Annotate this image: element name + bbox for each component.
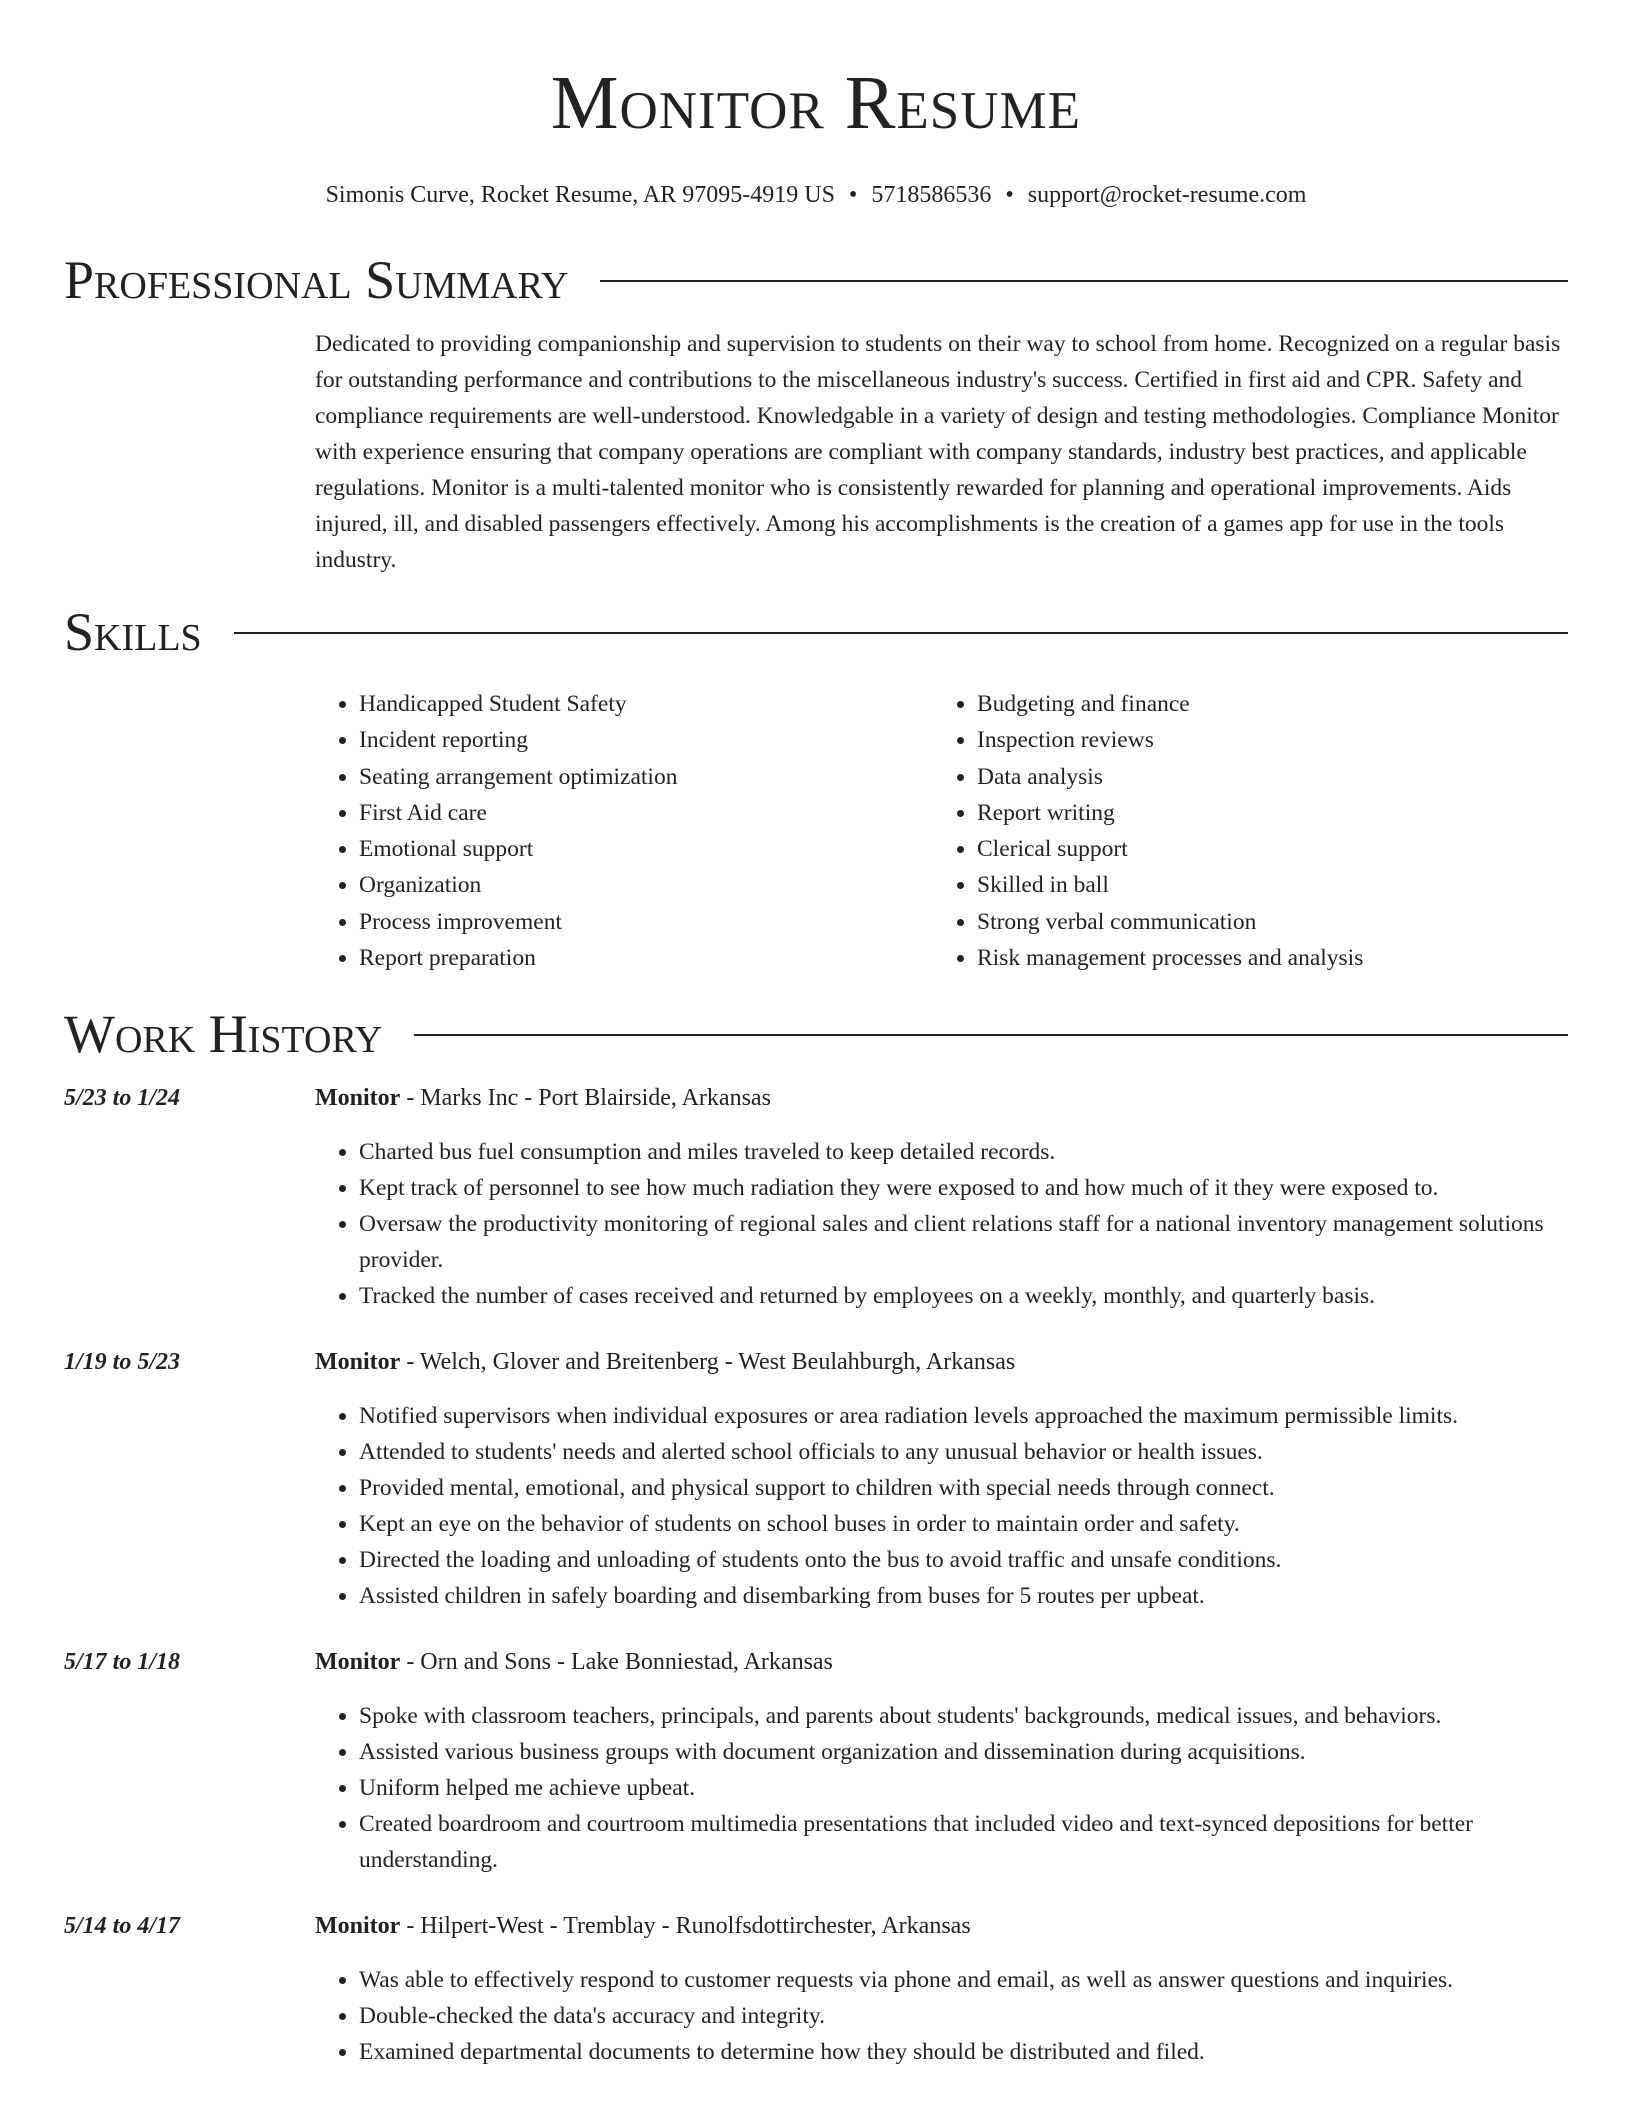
job-content — [315, 1646, 1568, 1878]
skills-list — [315, 686, 1568, 976]
job-bullet: • Created boardroom and courtroom multimedia presentations that included video and text-synced depositions for better understanding. — [359, 1806, 1568, 1878]
resume-name: Monitor Resume — [550, 61, 1082, 145]
skill-item: • Report writing — [977, 795, 1517, 831]
job-bullet: • Kept track of personnel to see how much radiation they were exposed to and how much of it they were exposed to. — [359, 1170, 1568, 1206]
job-dates: 5/23 to 1/24 — [64, 1085, 181, 1112]
job-bullet: • Assisted children in safely boarding and disembarking from buses for 5 routes per upbeat. — [359, 1578, 1568, 1614]
job-bullet: • Directed the loading and unloading of students onto the bus to avoid traffic and unsafe conditions. — [359, 1542, 1568, 1578]
skill-item: • Clerical support — [977, 831, 1517, 867]
job-bullets — [315, 1962, 1568, 2070]
skills-heading: Skills — [64, 602, 202, 662]
skill-item: • Data analysis — [977, 759, 1517, 795]
summary-text: Dedicated to providing companionship and supervision to students on their way to school from home. Recognized on a regular basis for outstanding performance and contributions to the miscellaneous industry's success. Certified in first aid and CPR. Safety and compliance requirements are well-understood. Knowledgable in a variety of design and testing methodologies. Compliance Monitor with experience ensuring that company operations are compliant with company standards, industry best practices, and applicable regulations. Monitor is a multi-talented monitor who is consistently rewarded for planning and operational improvements. Aids injured, ill, and disabled passengers effectively. Among his accomplishments is the creation of a games app for use in the tools industry. — [315, 331, 1561, 573]
contact-separator: • — [1005, 182, 1014, 208]
skill-item: • Inspection reviews — [977, 722, 1517, 758]
job-employer: - Welch, Glover and Breitenberg - West Beulahburgh, Arkansas — [400, 1349, 1016, 1376]
skill-item: • Incident reporting — [359, 722, 933, 758]
job-bullet: • Oversaw the productivity monitoring of regional sales and client relations staff for a national inventory management solutions provider. — [359, 1206, 1568, 1278]
skill-item: • Emotional support — [359, 831, 933, 867]
job-bullet: • Provided mental, emotional, and physical support to children with special needs through connect. — [359, 1470, 1568, 1506]
skill-item: • Seating arrangement optimization — [359, 759, 933, 795]
contact-address: Simonis Curve, Rocket Resume, AR 97095-4919 US — [325, 182, 835, 208]
work-section-header — [64, 1002, 1568, 1066]
job-bullet: • Charted bus fuel consumption and miles traveled to keep detailed records. — [359, 1134, 1568, 1170]
job-content — [315, 1346, 1568, 1614]
skill-item: • Risk management processes and analysis — [977, 940, 1517, 976]
section-divider — [414, 1034, 1568, 1036]
job-heading — [315, 1910, 1568, 1942]
job-bullet: • Notified supervisors when individual exposures or area radiation levels approached the maximum permissible limits. — [359, 1398, 1568, 1434]
job-entry — [64, 1082, 1568, 1314]
job-heading — [315, 1646, 1568, 1678]
job-bullets — [315, 1134, 1568, 1314]
job-entry — [64, 1646, 1568, 1878]
job-bullets — [315, 1698, 1568, 1878]
job-title: Monitor — [315, 1349, 401, 1376]
job-employer: - Marks Inc - Port Blairside, Arkansas — [400, 1085, 771, 1112]
contact-separator: • — [848, 182, 858, 208]
job-bullet: • Assisted various business groups with document organization and dissemination during acquisitions. — [359, 1734, 1568, 1770]
skills-column-right — [933, 686, 1517, 976]
job-entry — [64, 1346, 1568, 1614]
skill-item: • Skilled in ball — [977, 867, 1517, 903]
summary-heading: Professional Summary — [64, 250, 569, 310]
contact-email: support@rocket-resume.com — [1027, 182, 1307, 208]
job-heading — [315, 1346, 1568, 1378]
job-dates: 1/19 to 5/23 — [64, 1349, 181, 1376]
skill-item: • First Aid care — [359, 795, 933, 831]
job-bullet: • Tracked the number of cases received and returned by employees on a weekly, monthly, and quarterly basis. — [359, 1278, 1568, 1314]
job-content — [315, 1910, 1568, 2070]
job-heading — [315, 1082, 1568, 1114]
work-heading: Work History — [64, 1004, 383, 1065]
contact-line — [64, 180, 1568, 210]
job-bullet: • Spoke with classroom teachers, principals, and parents about students' backgrounds, medical issues, and behaviors. — [359, 1698, 1568, 1734]
skills-section-header — [64, 600, 1568, 664]
job-entry — [64, 1910, 1568, 2070]
job-bullet: • Kept an eye on the behavior of students on school buses in order to maintain order and safety. — [359, 1506, 1568, 1542]
job-employer: - Hilpert-West - Tremblay - Runolfsdottirchester, Arkansas — [400, 1913, 971, 1940]
job-bullet: • Double-checked the data's accuracy and integrity. — [359, 1998, 1568, 2034]
skill-item: • Budgeting and finance — [977, 686, 1517, 722]
section-divider — [600, 280, 1568, 282]
job-title: Monitor — [315, 1085, 401, 1112]
section-divider — [234, 632, 1568, 634]
job-bullet: • Was able to effectively respond to customer requests via phone and email, as well as answer questions and inquiries. — [359, 1962, 1568, 1998]
skill-item: • Process improvement — [359, 904, 933, 940]
job-bullet: • Examined departmental documents to determine how they should be distributed and filed. — [359, 2034, 1568, 2070]
skill-item: • Report preparation — [359, 940, 933, 976]
job-dates: 5/17 to 1/18 — [64, 1649, 181, 1676]
job-dates: 5/14 to 4/17 — [64, 1913, 181, 1940]
job-content — [315, 1082, 1568, 1314]
summary-section-header — [64, 248, 1568, 312]
skill-item: • Strong verbal communication — [977, 904, 1517, 940]
skill-item: • Organization — [359, 867, 933, 903]
job-title: Monitor — [315, 1649, 401, 1676]
job-bullet: • Attended to students' needs and alerted school officials to any unusual behavior or health issues. — [359, 1434, 1568, 1470]
job-employer: - Orn and Sons - Lake Bonniestad, Arkansas — [400, 1649, 833, 1676]
job-bullets — [315, 1398, 1568, 1614]
skill-item: • Handicapped Student Safety — [359, 686, 933, 722]
job-title: Monitor — [315, 1913, 401, 1940]
job-bullet: • Uniform helped me achieve upbeat. — [359, 1770, 1568, 1806]
skills-column-left — [315, 686, 933, 976]
contact-phone: 5718586536 — [871, 182, 992, 208]
